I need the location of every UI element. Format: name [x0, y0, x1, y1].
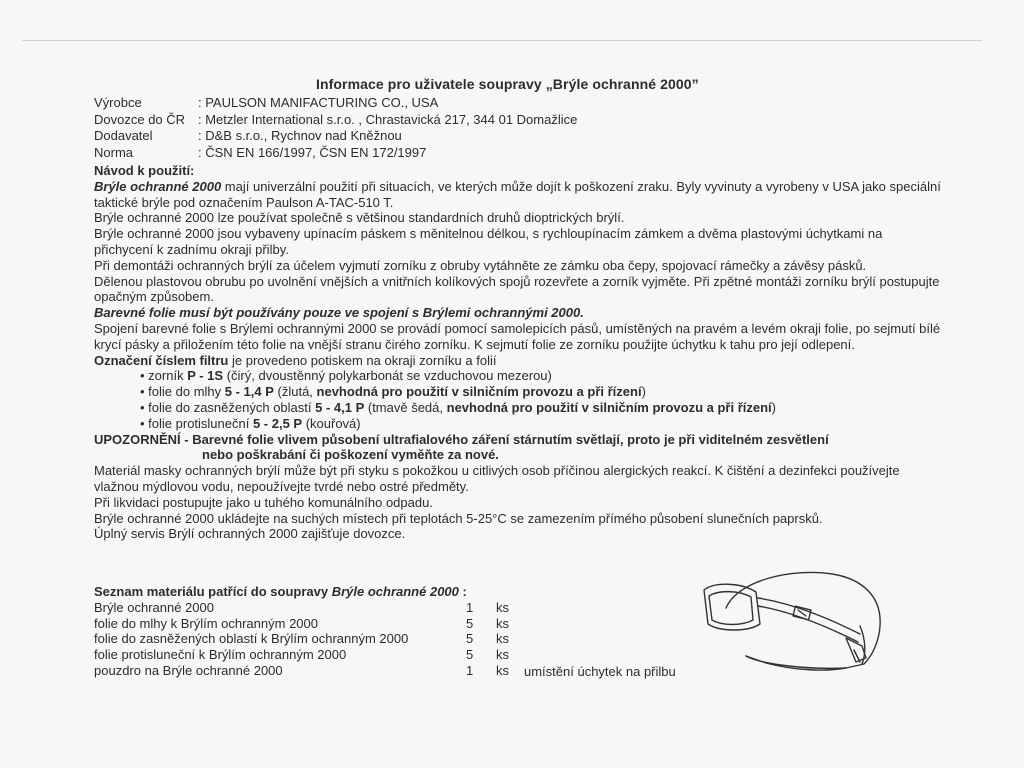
- page-top-edge: [22, 40, 982, 41]
- kit-heading-product: Brýle ochranné 2000: [331, 584, 459, 599]
- meta-key: Dodavatel: [94, 128, 153, 143]
- filter-item: [94, 416, 944, 432]
- meta-value: : PAULSON MANIFACTURING CO., USA: [198, 95, 439, 110]
- kit-item-unit: ks: [496, 662, 509, 678]
- kit-heading-text: Seznam materiálu patřící do soupravy: [94, 584, 332, 599]
- filter-note: (kouřová): [302, 415, 361, 431]
- filter-note: (tmavě šedá,: [364, 399, 447, 415]
- kit-heading: [94, 584, 509, 600]
- kit-item-qty: 1: [466, 599, 474, 615]
- manufacturer-info: [94, 95, 577, 161]
- kit-item: [94, 631, 509, 647]
- kit-item: [94, 647, 509, 663]
- meta-key: Výrobce: [94, 95, 142, 110]
- meta-key: Dovozce do ČR: [94, 111, 186, 127]
- meta-row-manufacturer: [94, 95, 577, 112]
- meta-value: : D&B s.r.o., Rychnov nad Kněžnou: [198, 128, 402, 143]
- meta-value: : Metzler International s.r.o. , Chrastavická 217, 344 01 Domažlice: [198, 111, 578, 127]
- warning-line: [94, 432, 944, 448]
- kit-heading-end: :: [458, 584, 467, 599]
- filter-code: 5 - 4,1 P: [315, 399, 365, 415]
- filters-heading: Označení číslem filtru: [94, 352, 229, 368]
- kit-item-qty: 1: [466, 662, 474, 678]
- filter-name: zorník: [148, 368, 188, 384]
- filter-note-end: ): [771, 399, 777, 415]
- foils-paragraph: Spojení barevné folie s Brýlemi ochrannými 2000 se provádí pomocí samolepicích pásů, umístěných na pravém a levém okraji folie, po sejmutí bílé krycí pásky a přiložením této folie na vnější stranu čirého zorníku. K sejmutí folie ze zorníku použijte úchytku k tahu pro její odlepení.: [94, 320, 941, 352]
- document-title: Informace pro uživatele soupravy „Brýle ochranné 2000”: [316, 76, 699, 92]
- meta-value: : ČSN EN 166/1997, ČSN EN 172/1997: [198, 144, 427, 160]
- filter-code: 5 - 2,5 P: [252, 415, 303, 431]
- kit-item-unit: ks: [496, 631, 509, 647]
- instructions-paragraph: [94, 179, 944, 211]
- kit-item-qty: 5: [466, 615, 474, 631]
- meta-row-importer: [94, 112, 577, 129]
- kit-item: [94, 663, 509, 679]
- paragraph-text: mají univerzální použití při situacích, ve kterých může dojít k poškození zraku. Byly vyvinuty a vyrobeny v USA jako speciální taktické brýle pod označením Paulson A-TAC-510 T.: [94, 178, 941, 210]
- kit-item-name: Brýle ochranné 2000: [94, 599, 214, 615]
- filter-list: [94, 368, 944, 431]
- filters-intro: [94, 353, 944, 369]
- meta-key: Norma: [94, 144, 134, 160]
- instructions-heading: Návod k použití:: [94, 163, 195, 178]
- filter-note-end: ): [641, 384, 646, 400]
- filter-item: [94, 400, 944, 416]
- instructions-paragraph: Brýle ochranné 2000 lze používat společně s většinou standardních druhů dioptrických brýlí.: [94, 210, 625, 226]
- instructions-paragraph: Při demontáži ochranných brýlí za účelem vyjmutí zorníku z obruby vytáhněte ze zámku oba čepy, spojovací rámečky a závěsy pásků.: [94, 257, 867, 273]
- filter-note: (žlutá,: [273, 384, 317, 400]
- meta-row-supplier: [94, 128, 577, 145]
- filter-code: P - 1S: [187, 368, 224, 384]
- kit-item-name: pouzdro na Brýle ochranné 2000: [94, 662, 283, 678]
- care-paragraph: Materiál masky ochranných brýlí může být při styku s pokožkou u citlivých osob příčinou alergických reakcí. K čištění a dezinfekci používejte vlažnou mýdlovou vodu, nepoužívejte tvrdé nebo ostré předměty.: [94, 463, 900, 494]
- care-paragraph: Brýle ochranné 2000 ukládejte na suchých místech při teplotách 5-25°C se zamezením přímého působení slunečních paprsků.: [94, 510, 823, 526]
- care-paragraph: Při likvidaci postupujte jako u tuhého komunálního odpadu.: [94, 494, 433, 510]
- foils-heading: Barevné folie musí být používány pouze ve spojení s Brýlemi ochrannými 2000.: [94, 305, 584, 321]
- kit-item-name: folie protisluneční k Brýlím ochranným 2000: [94, 647, 347, 663]
- helmet-with-goggles-icon: [696, 566, 896, 681]
- kit-item: [94, 616, 509, 632]
- filter-item: [94, 368, 944, 384]
- document-body: [94, 163, 944, 542]
- filter-name: folie protisluneční: [148, 415, 253, 431]
- filter-warning: nevhodná pro použití v silničním provozu a při řízení: [446, 399, 772, 415]
- product-name: Brýle ochranné 2000: [94, 178, 222, 194]
- warning-line: nebo poškrabání či poškození vyměňte za nové.: [202, 447, 499, 463]
- kit-item-unit: ks: [496, 615, 509, 631]
- instructions-paragraph: Dělenou plastovou obrubu po uvolnění vnějších a vnitřních kolíkových spojů rozevřete a zorník vyjměte. Při zpětné montáži zorníku brýlí postupujte opačným způsobem.: [94, 273, 940, 305]
- kit-item-qty: 5: [466, 631, 474, 647]
- care-paragraph: Úplný servis Brýlí ochranných 2000 zajišťuje dovozce.: [94, 526, 406, 542]
- filter-name: folie do zasněžených oblastí: [148, 399, 316, 415]
- warning-label: UPOZORNĚNÍ: [94, 431, 181, 447]
- kit-item: [94, 600, 509, 616]
- kit-item-name: folie do zasněžených oblastí k Brýlím ochranným 2000: [94, 631, 409, 647]
- kit-item-qty: 5: [466, 647, 474, 663]
- filter-warning: nevhodná pro použití v silničním provozu a při řízení: [316, 384, 642, 400]
- kit-item-unit: ks: [496, 599, 509, 615]
- meta-row-standard: [94, 145, 577, 162]
- instructions-paragraph: Brýle ochranné 2000 jsou vybaveny upínacím páskem s měnitelnou délkou, s rychloupínacím zámkem a dvěma plastovými úchytkami na přichycení k zadnímu okraji přilby.: [94, 226, 883, 257]
- figure-caption: umístění úchytek na přilbu: [524, 664, 676, 679]
- filter-item: [94, 384, 944, 400]
- kit-item-unit: ks: [496, 647, 509, 663]
- kit-list: [94, 584, 509, 679]
- filter-code: 5 - 1,4 P: [224, 384, 274, 400]
- kit-item-name: folie do mlhy k Brýlím ochranným 2000: [94, 615, 318, 631]
- filter-name: folie do mlhy: [148, 384, 225, 400]
- warning-text: - Barevné folie vlivem působení ultrafialového záření stárnutím světlají, proto je při viditelném zesvětlení: [180, 431, 829, 447]
- filter-note: (čirý, dvoustěnný polykarbonát se vzduchovou mezerou): [223, 368, 552, 384]
- filters-intro-text: je provedeno potiskem na okraji zorníku a folií: [228, 352, 497, 368]
